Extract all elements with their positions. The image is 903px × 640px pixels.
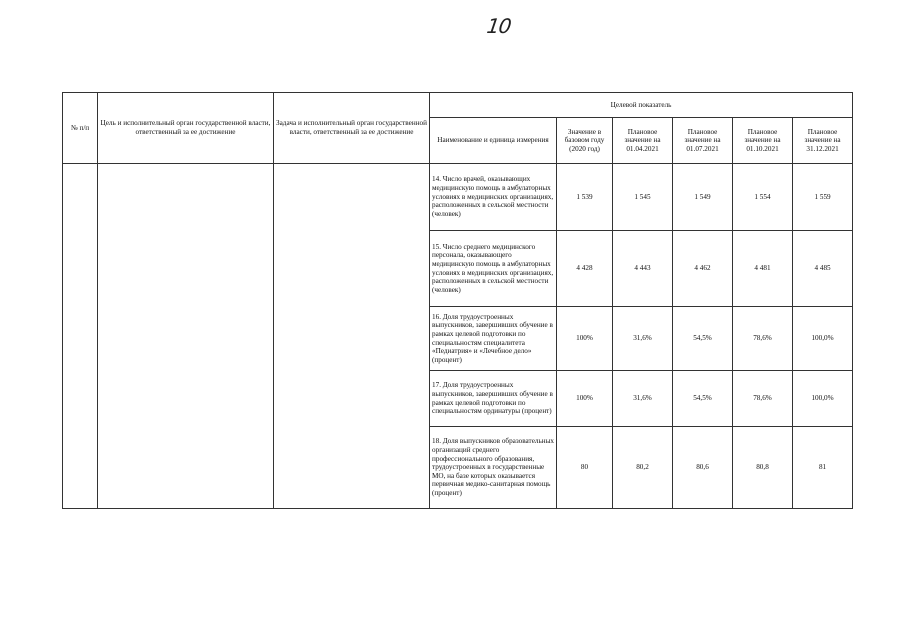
plan-q4-value: 81 <box>793 427 853 509</box>
indicator-name: 15. Число среднего медицинского персонала, оказывающего медицинскую помощь в амбулаторных условиях в медицинских организациях, расположенных в сельской местности (человек) <box>430 231 557 307</box>
target-indicators-table <box>62 92 853 509</box>
indicator-name: 18. Доля выпускников образовательных организаций среднего профессионального образования, трудоустроенных в государственные МО, на базе которых оказывается первичная медико-санитарная помощь (процент) <box>430 427 557 509</box>
header-goal: Цель и исполнительный орган государственной власти, ответственный за ее достижение <box>98 93 274 164</box>
plan-q1-value: 31,6% <box>613 371 673 427</box>
base-value: 100% <box>557 307 613 371</box>
plan-q3-value: 4 481 <box>733 231 793 307</box>
header-task: Задача и исполнительный орган государственной власти, ответственный за ее достижение <box>274 93 430 164</box>
plan-q4-value: 4 485 <box>793 231 853 307</box>
plan-q2-value: 80,6 <box>673 427 733 509</box>
indicator-name: 16. Доля трудоустроенных выпускников, завершивших обучение в рамках целевой подготовки по специальностям специалитета «Педиатрия» и «Лечебное дело» (процент) <box>430 307 557 371</box>
plan-q3-value: 1 554 <box>733 164 793 231</box>
plan-q2-value: 4 462 <box>673 231 733 307</box>
plan-q2-value: 1 549 <box>673 164 733 231</box>
base-value: 1 539 <box>557 164 613 231</box>
plan-q3-value: 80,8 <box>733 427 793 509</box>
plan-q1-value: 80,2 <box>613 427 673 509</box>
header-indicator-name: Наименование и единица измерения <box>430 118 557 164</box>
number-cell <box>63 164 98 509</box>
plan-q2-value: 54,5% <box>673 371 733 427</box>
base-value: 80 <box>557 427 613 509</box>
plan-q4-value: 100,0% <box>793 371 853 427</box>
indicator-name: 17. Доля трудоустроенных выпускников, завершивших обучение в рамках целевой подготовки по специальностям ординатуры (процент) <box>430 371 557 427</box>
goal-cell <box>98 164 274 509</box>
task-cell <box>274 164 430 509</box>
base-value: 100% <box>557 371 613 427</box>
header-plan-q1: Плановое значение на 01.04.2021 <box>613 118 673 164</box>
plan-q1-value: 31,6% <box>613 307 673 371</box>
header-plan-q2: Плановое значение на 01.07.2021 <box>673 118 733 164</box>
table-row <box>63 164 853 231</box>
header-plan-q3: Плановое значение на 01.10.2021 <box>733 118 793 164</box>
plan-q4-value: 100,0% <box>793 307 853 371</box>
plan-q3-value: 78,6% <box>733 307 793 371</box>
indicator-name: 14. Число врачей, оказывающих медицинскую помощь в амбулаторных условиях в медицинских организациях, расположенных в сельской местности (человек) <box>430 164 557 231</box>
header-number: № п/п <box>63 93 98 164</box>
plan-q4-value: 1 559 <box>793 164 853 231</box>
header-base-value: Значение в базовом году (2020 год) <box>557 118 613 164</box>
header-target-indicator: Целевой показатель <box>430 93 853 118</box>
plan-q3-value: 78,6% <box>733 371 793 427</box>
plan-q1-value: 4 443 <box>613 231 673 307</box>
page-number: 10 <box>485 14 513 38</box>
plan-q2-value: 54,5% <box>673 307 733 371</box>
base-value: 4 428 <box>557 231 613 307</box>
header-plan-q4: Плановое значение на 31.12.2021 <box>793 118 853 164</box>
plan-q1-value: 1 545 <box>613 164 673 231</box>
